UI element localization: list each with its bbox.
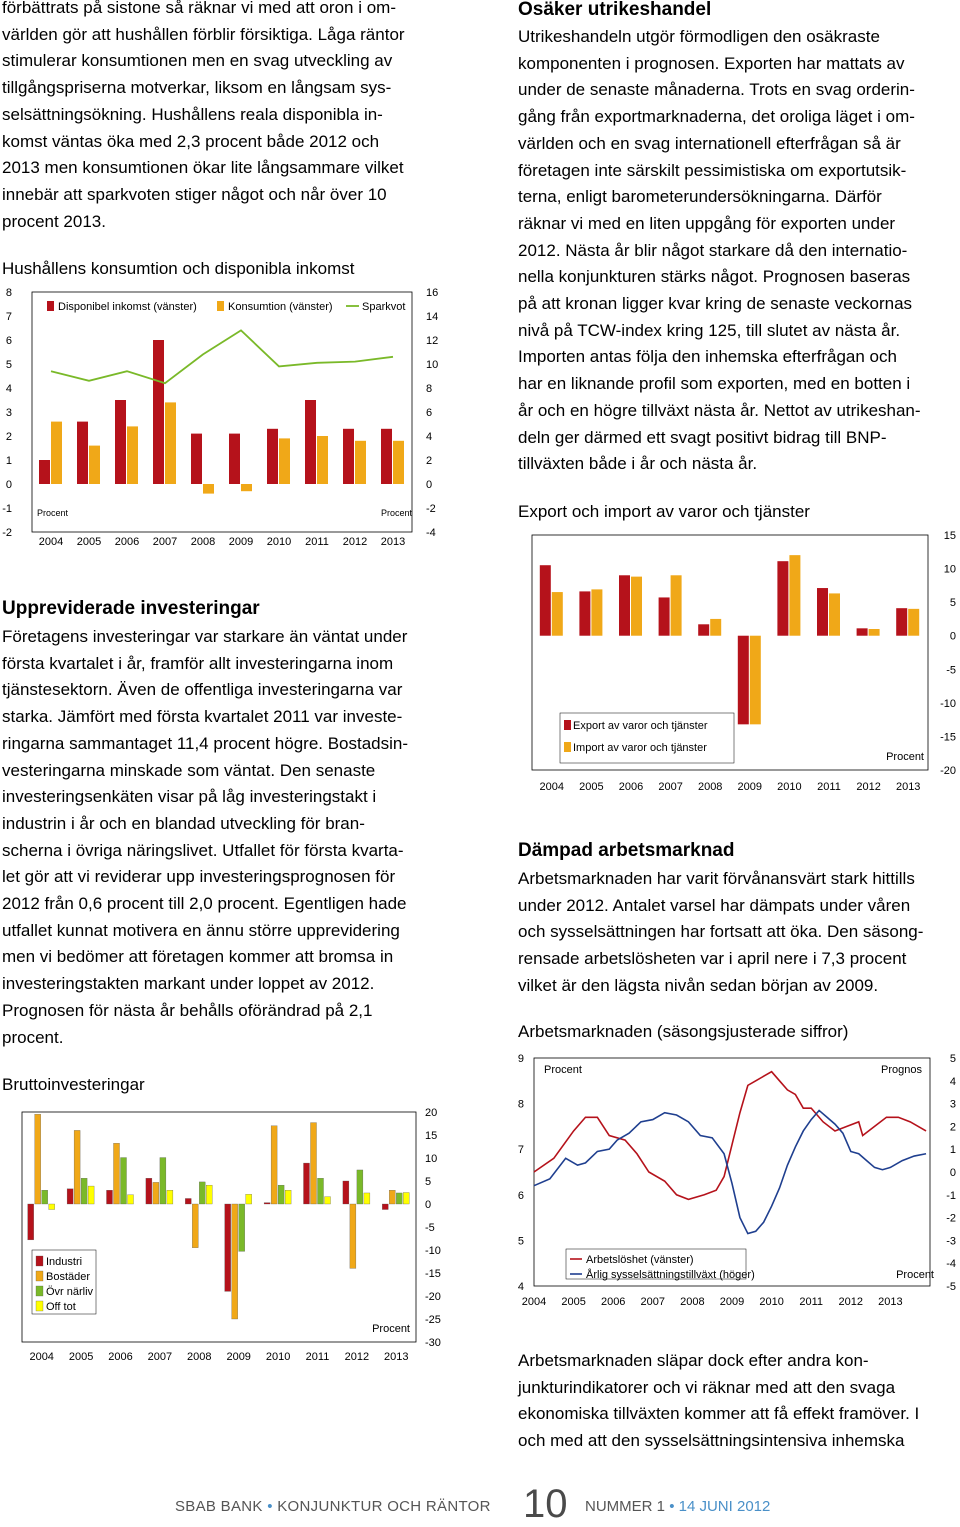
y2-tick-label: 6	[426, 407, 433, 419]
x-tick-label: 2006	[114, 536, 140, 548]
text-line: utfallet kunnat motivera en ännu större upprevidering	[2, 920, 400, 940]
y2-tick-label: -5	[946, 1281, 956, 1293]
page-number: 10	[523, 1482, 568, 1526]
footer-date: 14 JUNI 2012	[678, 1498, 771, 1515]
y2-tick-label: 3	[949, 1098, 956, 1111]
gross-investment-chart	[0, 1098, 470, 1368]
text-line: världen och en svag internationell efterfrågan så är	[518, 133, 901, 153]
y-tick-label: -10	[425, 1245, 441, 1257]
series-line	[534, 1072, 926, 1200]
bar	[382, 1204, 388, 1210]
y-tick-label: 8	[517, 1098, 524, 1111]
bar	[115, 400, 126, 484]
bar	[403, 1193, 409, 1205]
y-tick-label: -10	[940, 697, 956, 710]
y-tick-label: -15	[940, 731, 956, 744]
closing-paragraph	[518, 1348, 919, 1455]
bar	[343, 429, 354, 484]
bar	[579, 591, 590, 635]
bar	[153, 1182, 159, 1204]
text-line: komponenten i prognosen. Exporten har mattats av	[518, 53, 905, 73]
y2-tick-label: 2	[426, 455, 433, 467]
labour-chart	[510, 1046, 960, 1316]
x-tick-label: 2008	[187, 1351, 212, 1363]
bar	[127, 426, 138, 484]
y2-tick-label: -4	[946, 1258, 956, 1271]
bar	[160, 1158, 166, 1204]
text-line: ringarna sammantaget 11,4 procent högre. Bostadsin-	[2, 733, 409, 753]
y-axis-unit: Procent	[372, 1323, 410, 1335]
bar	[42, 1190, 48, 1204]
text-line: ekonomiska tillväxten kommer att få effekt framöver. I	[518, 1404, 920, 1424]
text-line: nivå på TCW-index kring 125, till slutet av nästa år.	[518, 320, 901, 340]
y-tick-label: 15	[425, 1130, 438, 1142]
footer-separator: •	[267, 1498, 273, 1515]
bar	[738, 636, 749, 725]
footer-bank-name: SBAB BANK	[175, 1498, 263, 1515]
bar	[750, 636, 761, 725]
x-tick-label: 2006	[600, 1296, 626, 1308]
legend-label: Industri	[46, 1256, 83, 1268]
y-tick-label: -1	[2, 503, 12, 515]
x-tick-label: 2006	[108, 1351, 133, 1363]
bar	[311, 1123, 317, 1204]
x-tick-label: 2008	[680, 1296, 705, 1308]
legend-label: Disponibel inkomst (vänster)	[58, 301, 197, 313]
bar	[350, 1204, 356, 1268]
bar	[777, 561, 788, 636]
y2-tick-label: 4	[426, 431, 433, 443]
y-tick-label: 0	[5, 479, 12, 491]
x-tick-label: 2013	[380, 536, 406, 548]
bar	[343, 1181, 349, 1204]
y-tick-label: 10	[943, 563, 956, 576]
bar	[364, 1193, 370, 1204]
text-line: starka. Jämfört med första kvartalet 2011 var investe-	[2, 707, 403, 727]
footer-title: KONJUNKTUR OCH RÄNTOR	[277, 1498, 491, 1515]
bar	[49, 1204, 55, 1210]
x-tick-label: 2012	[342, 536, 368, 548]
bar	[203, 484, 214, 494]
bar	[39, 460, 50, 484]
bar	[77, 422, 88, 484]
text-line: Företagens investeringar var starkare än väntat under	[2, 627, 408, 646]
y-tick-label: 7	[517, 1144, 524, 1157]
legend-label: Konsumtion (vänster)	[228, 301, 333, 313]
text-line: tjänstesektorn. Även de offentliga investeringarna var	[2, 680, 403, 700]
text-line: investeringsenkäten visar på låg investeringstakt i	[2, 787, 377, 807]
x-tick-label: 2007	[640, 1296, 666, 1308]
text-line: Arbetsmarknaden släpar dock efter andra kon-	[518, 1351, 869, 1370]
y-tick-label: 6	[517, 1189, 524, 1202]
legend-label: Sparkvot	[362, 301, 406, 313]
trade-paragraph	[518, 24, 921, 478]
legend-swatch	[36, 1256, 43, 1266]
bar	[698, 624, 709, 635]
bar	[389, 1190, 395, 1204]
x-tick-label: 2012	[838, 1296, 864, 1308]
bar	[317, 436, 328, 484]
y2-tick-label: -2	[946, 1212, 956, 1225]
bar	[271, 1126, 277, 1204]
x-tick-label: 2006	[618, 781, 644, 793]
bar	[631, 577, 642, 636]
y-tick-label: 3	[5, 407, 12, 419]
bar	[591, 589, 602, 635]
text-line: tillgångspriserna motverkar, liksom en långsam sys-	[2, 78, 392, 98]
text-line: men vi bedömer att företagen kommer att bromsa in	[2, 947, 394, 967]
page-footer	[175, 1482, 815, 1526]
text-line: har en liknande profil som exporten, med en botten i	[518, 374, 911, 394]
bar	[857, 628, 868, 635]
bar	[659, 597, 670, 635]
bar	[225, 1204, 231, 1291]
y-tick-label: 10	[425, 1153, 438, 1165]
bar	[671, 575, 682, 635]
labour-chart-title: Arbetsmarknaden (säsongsjusterade siffror)	[518, 1022, 849, 1041]
x-tick-label: 2007	[658, 781, 683, 793]
trade-chart-title: Export och import av varor och tjänster	[518, 502, 810, 521]
x-tick-label: 2011	[799, 1296, 824, 1308]
text-line: scherna i övriga näringslivet. Utfallet för första kvarta-	[2, 840, 404, 860]
intro-paragraph	[2, 0, 405, 235]
text-line: räknar vi med en liten uppgång för exporten under	[518, 213, 896, 233]
y-tick-label: 20	[425, 1107, 438, 1119]
bar	[28, 1204, 34, 1240]
footer-separator-2: •	[669, 1498, 675, 1515]
text-line: terna, enligt barometerundersökningarna. Därför	[518, 187, 882, 207]
y2-axis-unit: Procent	[896, 1269, 934, 1281]
y-tick-label: 15	[943, 530, 956, 542]
y-tick-label: -30	[425, 1337, 441, 1349]
text-line: industrin i år och en blandad utveckling för bran-	[2, 813, 365, 833]
y-tick-label: -5	[946, 664, 956, 677]
x-tick-label: 2004	[38, 536, 64, 548]
y-tick-label: 4	[517, 1281, 524, 1293]
bar	[896, 608, 907, 636]
y2-tick-label: 0	[949, 1167, 956, 1179]
text-line: världen gör att hushållen förblir försiktiga. Låga räntor	[2, 24, 405, 44]
bar	[107, 1190, 113, 1204]
x-tick-label: 2013	[878, 1296, 903, 1308]
x-tick-label: 2011	[817, 781, 841, 793]
text-line: innebär att sparkvoten stiger något och når över 10	[2, 184, 387, 204]
y2-tick-label: 14	[426, 311, 439, 323]
x-tick-label: 2009	[228, 536, 254, 548]
bar	[393, 441, 404, 484]
bar	[35, 1114, 41, 1204]
plot-frame	[32, 292, 412, 532]
series-line-sparkvot	[51, 330, 393, 383]
bar	[67, 1189, 73, 1204]
text-line: Arbetsmarknaden har varit förvånansvärt stark hittills	[518, 869, 915, 888]
bar	[206, 1185, 212, 1204]
legend-swatch	[217, 301, 224, 311]
text-line: på att kronan ligger kvar kring de senaste veckornas	[518, 294, 913, 314]
trade-heading: Osäker utrikeshandel	[518, 0, 712, 20]
x-tick-label: 2012	[856, 781, 881, 793]
text-line: komst väntas öka med 2,3 procent både 2012 och	[2, 131, 380, 151]
text-line: 2013 men konsumtionen ökar lite långsammare vilket	[2, 158, 404, 178]
y2-tick-label: 1	[949, 1144, 956, 1157]
y2-tick-label: 12	[426, 335, 439, 347]
legend-swatch	[36, 1271, 43, 1281]
bar	[318, 1178, 324, 1204]
y2-axis-unit: Procent	[380, 508, 412, 518]
y-tick-label: 7	[5, 311, 12, 323]
y-tick-label: 5	[5, 359, 12, 371]
labour-heading: Dämpad arbetsmarknad	[518, 840, 735, 861]
x-tick-label: 2010	[759, 1296, 784, 1308]
footer-issue	[585, 1498, 770, 1515]
bar	[285, 1190, 291, 1204]
x-tick-label: 2011	[305, 536, 329, 548]
text-line: let gör att vi reviderar upp investeringsprognosen för	[2, 867, 396, 887]
bar	[192, 1204, 198, 1248]
legend-swatch	[564, 720, 571, 730]
y2-tick-label: 5	[949, 1053, 956, 1065]
bar	[396, 1193, 402, 1204]
text-line: tillväxten både i år och nästa år.	[518, 454, 758, 474]
text-line: år och en högre tillväxt nästa år. Nettot av utrikeshan-	[518, 400, 921, 420]
y-axis-unit: Procent	[37, 508, 69, 518]
x-tick-label: 2007	[147, 1351, 173, 1363]
y-tick-label: 5	[949, 597, 956, 610]
bar	[191, 434, 202, 484]
x-tick-label: 2011	[305, 1351, 330, 1363]
x-tick-label: 2009	[719, 1296, 745, 1308]
bar	[232, 1204, 238, 1319]
text-line: vesteringarna minskade som väntat. Den senaste	[2, 760, 376, 780]
bar	[829, 593, 840, 635]
bar	[357, 1170, 363, 1204]
x-tick-label: 2010	[265, 1351, 291, 1363]
y-tick-label: 2	[5, 431, 12, 443]
legend-label: Export av varor och tjänster	[573, 720, 708, 732]
bar	[88, 1186, 94, 1204]
legend-label: Off tot	[46, 1301, 76, 1313]
bar	[121, 1158, 127, 1204]
text-line: vilket är den lägsta nivån sedan början av 2009.	[518, 975, 879, 995]
bar	[355, 441, 366, 484]
y2-tick-label: 16	[426, 287, 439, 299]
x-tick-label: 2004	[539, 781, 565, 793]
y-tick-label: 8	[5, 287, 12, 299]
bar	[241, 484, 252, 491]
y-tick-label: -25	[425, 1314, 441, 1326]
y2-tick-label: 4	[949, 1075, 956, 1088]
text-line: selsättningsökning. Hushållens reala disponibla in-	[2, 104, 383, 124]
bar	[264, 1203, 270, 1204]
x-tick-label: 2008	[190, 536, 216, 548]
investment-paragraph	[2, 624, 408, 1051]
text-line: företagen inte särskilt pessimistiska om exportutsik-	[518, 160, 907, 180]
bar	[128, 1195, 134, 1204]
y2-tick-label: -3	[946, 1235, 956, 1248]
x-tick-label: 2013	[895, 781, 921, 793]
x-tick-label: 2009	[737, 781, 763, 793]
y-tick-label: -2	[2, 527, 12, 539]
y-tick-label: 0	[425, 1199, 432, 1211]
y-tick-label: 5	[517, 1235, 524, 1248]
x-tick-label: 2007	[152, 536, 178, 548]
bar	[278, 1185, 284, 1204]
text-line: rensade arbetslösheten var i april nere i 7,3 procent	[518, 949, 907, 969]
y-tick-label: -20	[940, 765, 956, 777]
legend-swatch	[36, 1286, 43, 1296]
text-line: förbättrats på sistone så räknar vi med att oron i om-	[2, 0, 397, 17]
y-tick-label: 1	[5, 455, 12, 467]
bar	[305, 400, 316, 484]
x-tick-label: 2013	[384, 1351, 409, 1363]
y-axis-unit: Procent	[886, 751, 924, 763]
text-line: junkturindikatorer och vi räknar med att den svaga	[518, 1377, 896, 1397]
text-line: Utrikeshandeln utgör förmodligen den osäkraste	[518, 27, 880, 46]
labour-paragraph	[518, 866, 923, 1000]
y-tick-label: -5	[425, 1222, 435, 1234]
text-line: procent 2013.	[2, 211, 106, 231]
bar	[710, 619, 721, 636]
bar	[267, 429, 278, 484]
y-tick-label: 5	[425, 1176, 432, 1188]
bar	[381, 429, 392, 484]
text-line: 2012 från 0,6 procent till 2,0 procent. Egentligen hade	[2, 894, 407, 914]
trade-chart	[510, 520, 960, 800]
bar	[279, 438, 290, 484]
y-tick-label: 9	[517, 1053, 524, 1065]
y2-tick-label: 10	[426, 359, 439, 371]
x-tick-label: 2005	[68, 1351, 94, 1363]
footer-issue-number: NUMMER 1	[585, 1498, 666, 1515]
y2-tick-label: -4	[426, 527, 436, 539]
bar	[908, 609, 919, 636]
y2-tick-label: 2	[949, 1121, 956, 1134]
footer-publication	[175, 1498, 491, 1515]
text-line: och sysselsättningen har fortsatt att öka. Den säsong-	[518, 922, 924, 942]
series-line	[534, 1110, 926, 1233]
text-line: stimulerar konsumtionen men en svag utveckling av	[2, 51, 393, 71]
x-tick-label: 2012	[344, 1351, 370, 1363]
bar	[817, 588, 828, 636]
bar	[325, 1197, 331, 1204]
bar	[619, 575, 630, 635]
y-tick-label: 6	[5, 335, 12, 347]
bar	[167, 1190, 173, 1204]
text-line: under 2012. Antalet varsel har dämpats under våren	[518, 895, 911, 915]
bar	[199, 1182, 205, 1204]
bar	[146, 1178, 152, 1204]
bar	[304, 1163, 310, 1204]
bar	[239, 1204, 245, 1251]
y2-tick-label: -2	[426, 503, 436, 515]
bar	[789, 555, 800, 636]
forecast-label: Prognos	[881, 1064, 922, 1076]
bar	[552, 592, 563, 636]
legend-label: Import av varor och tjänster	[573, 742, 707, 754]
x-tick-label: 2010	[266, 536, 292, 548]
text-line: Prognosen för nästa år behålls oförändrad på 2,1	[2, 1000, 373, 1020]
y2-tick-label: 0	[426, 479, 433, 491]
y2-tick-label: -1	[946, 1189, 956, 1202]
text-line: 2012. Nästa år blir något starkare då den internatio-	[518, 240, 908, 260]
consumption-chart	[0, 280, 470, 555]
consumption-chart-title: Hushållens konsumtion och disponibla inkomst	[2, 259, 355, 278]
text-line: procent.	[2, 1027, 64, 1047]
y-tick-label: 4	[5, 383, 12, 395]
text-line: investeringstakten markant under loppet av 2012.	[2, 974, 375, 994]
bar	[114, 1143, 120, 1204]
x-tick-label: 2005	[561, 1296, 586, 1308]
legend-swatch	[36, 1301, 43, 1311]
bar	[89, 446, 100, 484]
gross-investment-chart-title: Bruttoinvesteringar	[2, 1075, 145, 1094]
bar	[246, 1194, 252, 1204]
bar	[185, 1198, 191, 1204]
x-tick-label: 2008	[697, 781, 723, 793]
bar	[74, 1130, 80, 1204]
bar	[81, 1178, 87, 1204]
bar	[153, 340, 164, 484]
y2-tick-label: 8	[426, 383, 433, 395]
x-tick-label: 2010	[777, 781, 802, 793]
text-line: första kvartalet i år, framför allt investeringarna inom	[2, 653, 394, 673]
x-tick-label: 2004	[29, 1351, 54, 1363]
legend-swatch	[47, 301, 54, 311]
text-line: gång från exportmarknaderna, det oroliga läget i om-	[518, 107, 915, 127]
bar	[869, 629, 880, 636]
y-tick-label: -20	[425, 1291, 441, 1303]
y-tick-label: 0	[949, 630, 956, 643]
legend-label: Årlig sysselsättningstillväxt (höger)	[586, 1269, 755, 1281]
legend-swatch	[564, 742, 571, 752]
bar	[165, 402, 176, 484]
bar	[229, 434, 240, 484]
investment-heading: Uppreviderade investeringar	[2, 598, 260, 619]
x-tick-label: 2004	[521, 1296, 547, 1308]
y-axis-unit: Procent	[544, 1064, 582, 1076]
bar	[51, 422, 62, 484]
x-tick-label: 2005	[579, 781, 604, 793]
bar	[540, 565, 551, 636]
text-line: under de senaste månaderna. Trots en svag orderin-	[518, 80, 915, 100]
y-tick-label: -15	[425, 1268, 441, 1280]
text-line: deln ger därmed ett svagt positivt bidrag till BNP-	[518, 427, 887, 447]
legend-label: Övr närliv	[46, 1286, 94, 1298]
x-tick-label: 2009	[226, 1351, 251, 1363]
legend-label: Bostäder	[46, 1271, 91, 1283]
x-tick-label: 2005	[76, 536, 102, 548]
legend-label: Arbetslöshet (vänster)	[586, 1254, 694, 1266]
text-line: nella konjunkturen stärks något. Prognosen baseras	[518, 267, 911, 287]
text-line: och med att den sysselsättningsintensiva inhemska	[518, 1431, 905, 1451]
text-line: Importen antas följa den inhemska efterfrågan och	[518, 347, 897, 367]
